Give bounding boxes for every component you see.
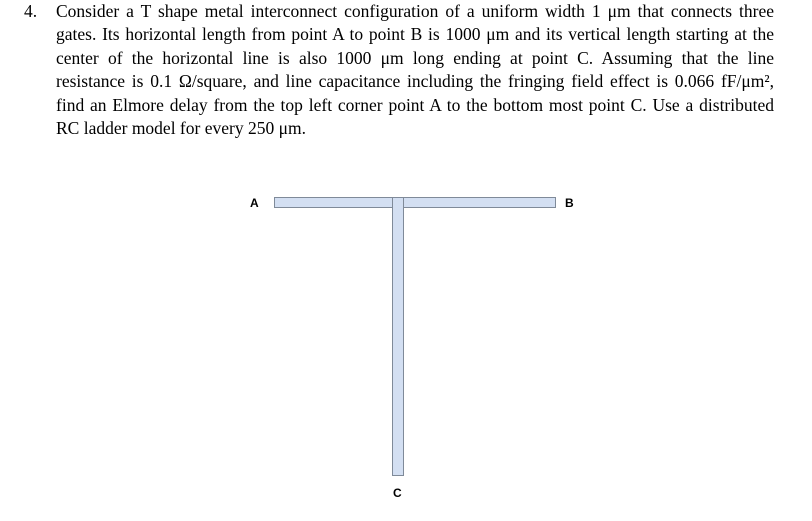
problem-line-6: RC ladder model for every 250 μm. — [56, 118, 306, 139]
problem-line-5: find an Elmore delay from the top left corner point A to the bottom most point C. Use a distributed — [56, 94, 774, 115]
problem-line-3: center of the horizontal line is also 1000 μm long ending at point C. Assuming that the line — [56, 47, 774, 68]
point-a-label: A — [250, 196, 259, 210]
problem-line-2: gates. Its horizontal length from point A to point B is 1000 μm and its vertical length starting at the — [56, 24, 774, 45]
problem-number: 4. — [24, 1, 38, 21]
point-b-label: B — [565, 196, 574, 210]
vertical-interconnect — [392, 197, 404, 476]
problem-line-4: resistance is 0.1 Ω/square, and line capacitance including the fringing field effect is 0.066 fF/μm², — [56, 71, 774, 92]
problem-text — [56, 0, 774, 140]
problem-line-1: Consider a T shape metal interconnect configuration of a uniform width 1 μm that connects three — [56, 1, 774, 21]
point-c-label: C — [393, 486, 402, 500]
horizontal-interconnect — [274, 197, 556, 208]
